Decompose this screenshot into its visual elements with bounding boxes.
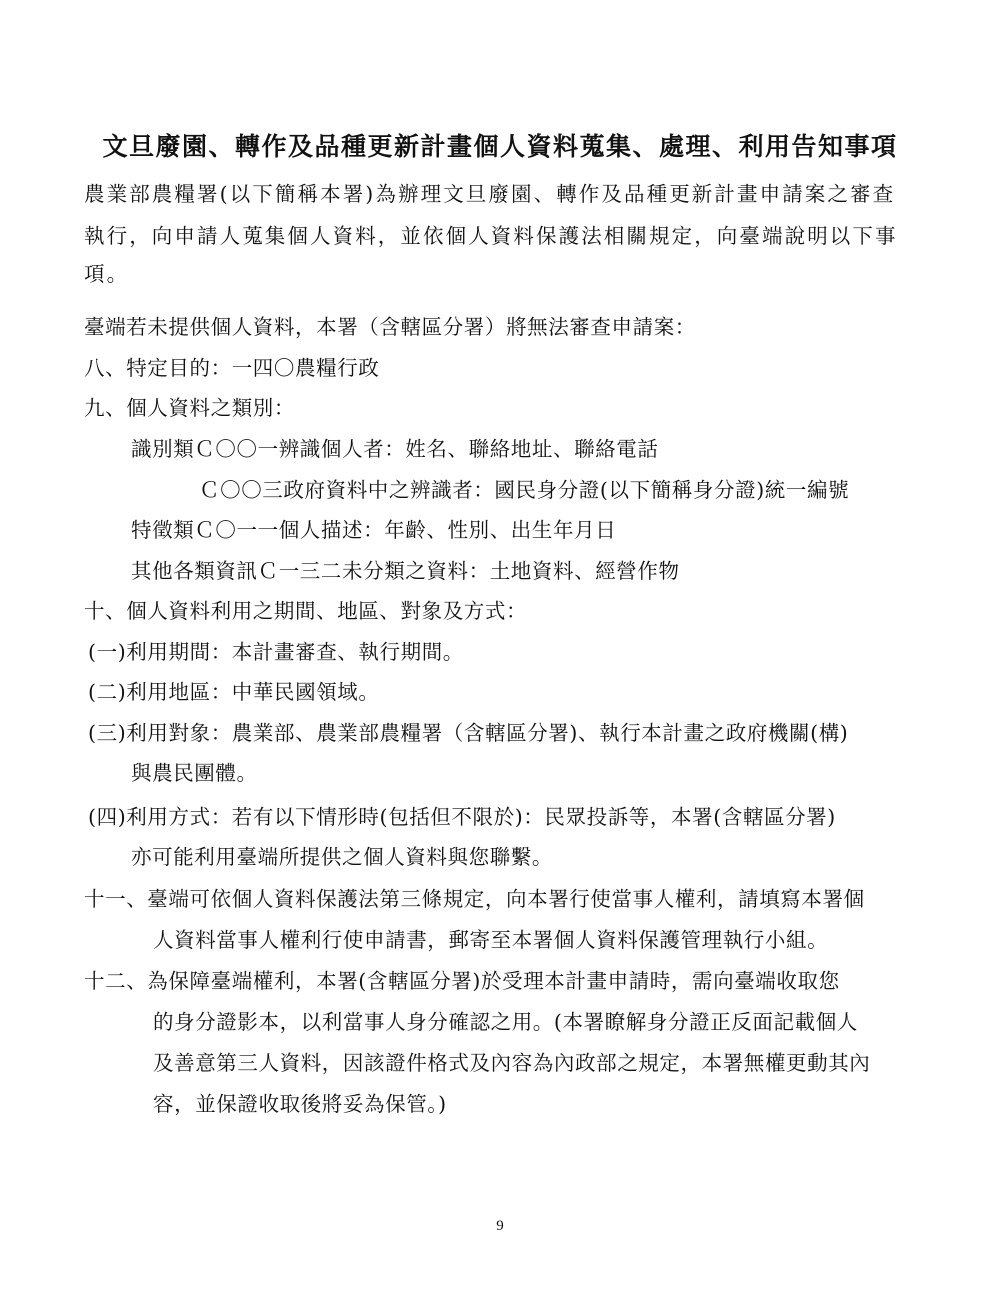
- page-number: 9: [496, 1218, 504, 1234]
- item-twelve-d: 容，並保證收取後將妥為保管。): [153, 1092, 447, 1116]
- intro-line-2: 執行，向申請人蒐集個人資料，並依個人資料保護法相關規定，向臺端說明以下事: [84, 224, 898, 248]
- item-nine: 九、個人資料之類別：: [84, 396, 295, 420]
- item-eleven-b: 人資料當事人權利行使申請書，郵寄至本署個人資料保護管理執行小組。: [153, 928, 829, 952]
- item-ten-1: (一)利用期間：本計畫審查、執行期間。: [88, 640, 464, 664]
- document-title: 文旦廢園、轉作及品種更新計畫個人資料蒐集、處理、利用告知事項: [102, 132, 898, 161]
- item-ten-3a: (三)利用對象：農業部、農業部農糧署（含轄區分署)、執行本計畫之政府機關(構): [88, 721, 849, 745]
- item-ten-4a: (四)利用方式：若有以下情形時(包括但不限於)：民眾投訴等，本署(含轄區分署): [88, 805, 836, 829]
- intro-line-3: 項。: [84, 262, 130, 286]
- item-twelve-c: 及善意第三人資料，因該證件格式及內容為內政部之規定，本署無權更動其內: [153, 1051, 871, 1075]
- item-nine-b: Ｃ〇〇三政府資料中之辨識者：國民身分證(以下簡稱身分證)統一編號: [199, 478, 850, 502]
- item-nine-d: 其他各類資訊Ｃ一三二未分類之資料：土地資料、經營作物: [131, 559, 680, 583]
- item-ten-3b: 與農民團體。: [131, 761, 258, 785]
- item-ten-2: (二)利用地區：中華民國領域。: [88, 680, 380, 704]
- item-twelve-a: 十二、為保障臺端權利，本署(含轄區分署)於受理本計畫申請時，需向臺端收取您: [84, 969, 840, 993]
- item-nine-a: 識別類Ｃ〇〇一辨識個人者：姓名、聯絡地址、聯絡電話: [131, 437, 659, 461]
- item-ten: 十、個人資料利用之期間、地區、對象及方式：: [84, 599, 528, 623]
- intro-line-1: 農業部農糧署(以下簡稱本署)為辦理文旦廢園、轉作及品種更新計畫申請案之審查: [84, 182, 896, 206]
- item-nine-c: 特徵類Ｃ〇一一個人描述：年齡、性別、出生年月日: [131, 518, 617, 542]
- item-ten-4b: 亦可能利用臺端所提供之個人資料與您聯繫。: [131, 845, 553, 869]
- item-eleven-a: 十一、臺端可依個人資料保護法第三條規定，向本署行使當事人權利，請填寫本署個: [84, 887, 865, 911]
- item-eight: 八、特定目的：一四〇農糧行政: [84, 356, 380, 380]
- item-twelve-b: 的身分證影本，以利當事人身分確認之用。(本署瞭解身分證正反面記載個人: [153, 1010, 858, 1034]
- notice-line: 臺端若未提供個人資料，本署（含轄區分署）將無法審查申請案：: [84, 315, 696, 339]
